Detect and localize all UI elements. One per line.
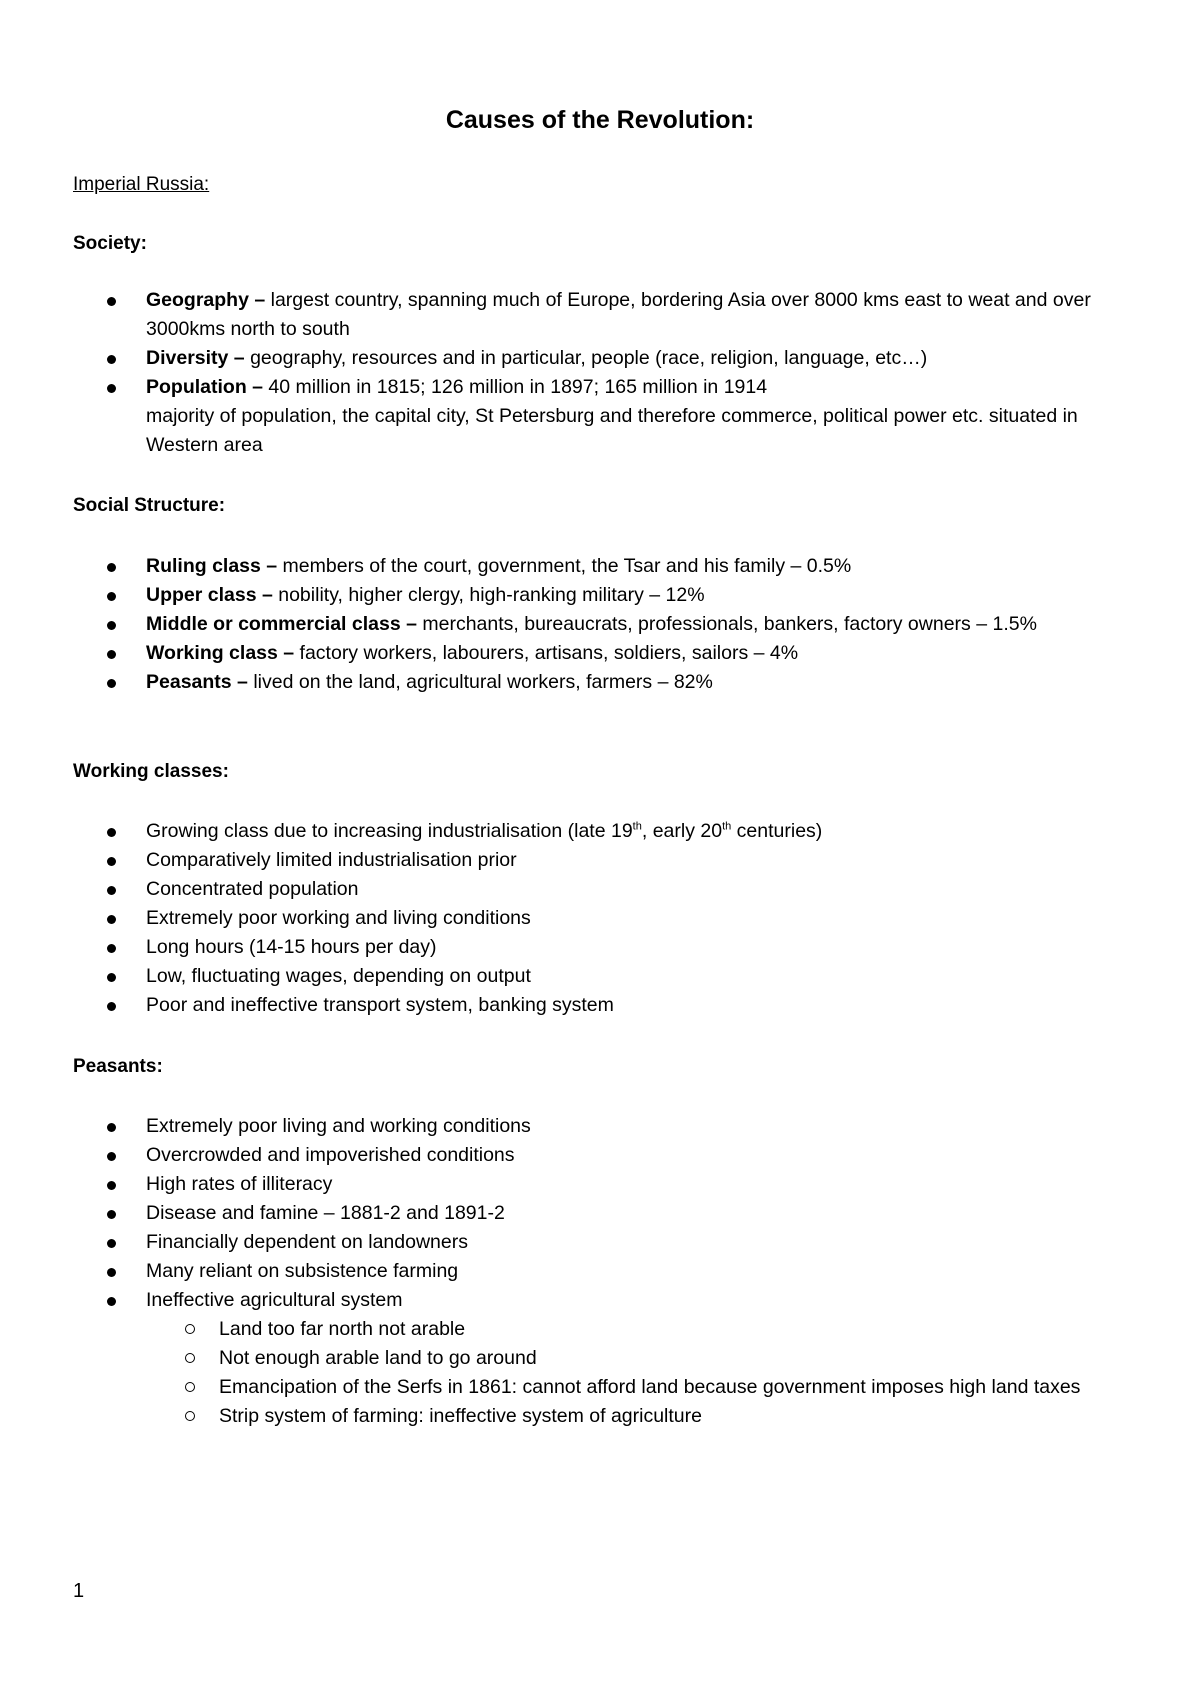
list-item: Disease and famine – 1881-2 and 1891-2 [0, 1199, 1200, 1228]
bullet-icon [107, 1268, 116, 1277]
bullet-icon [107, 886, 116, 895]
bullet-icon [107, 1002, 116, 1011]
heading-working-classes: Working classes: [73, 761, 229, 782]
hollow-bullet-icon [185, 1324, 195, 1334]
heading-social-structure: Social Structure: [73, 495, 226, 516]
bullet-icon [107, 355, 116, 364]
bullet-icon [107, 944, 116, 953]
list-item: Overcrowded and impoverished conditions [0, 1141, 1200, 1170]
list-item: Middle or commercial class – merchants, bureaucrats, professionals, bankers, factory owners – 1.5% [0, 610, 1200, 639]
bullet-icon [107, 621, 116, 630]
list-item: Concentrated population [0, 875, 1200, 904]
bullet-icon [107, 1181, 116, 1190]
list-item: Population – 40 million in 1815; 126 million in 1897; 165 million in 1914 majority of population, the capital city, St Petersburg and therefore commerce, political power etc. situated in Western area [0, 373, 1200, 460]
bullet-icon [107, 857, 116, 866]
bullet-icon [107, 650, 116, 659]
hollow-bullet-icon [185, 1411, 195, 1421]
list-item: Ruling class – members of the court, government, the Tsar and his family – 0.5% [0, 552, 1200, 581]
list-item: Peasants – lived on the land, agricultural workers, farmers – 82% [0, 668, 1200, 697]
bullet-icon [107, 1152, 116, 1161]
sub-list-item: Land too far north not arable [146, 1315, 1130, 1344]
list-item: Growing class due to increasing industrialisation (late 19th, early 20th centuries) [0, 817, 1200, 846]
bullet-icon [107, 563, 116, 572]
list-item: Ineffective agricultural system Land too far north not arable Not enough arable land to go around Emancipation of the Serfs in 1861: cannot afford land because government imposes high land taxes Strip system of farming: ineffective system of agriculture [0, 1286, 1200, 1431]
bullet-icon [107, 1297, 116, 1306]
bullet-icon [107, 915, 116, 924]
bullet-icon [107, 973, 116, 982]
society-list [0, 286, 1200, 460]
list-item: Upper class – nobility, higher clergy, high-ranking military – 12% [0, 581, 1200, 610]
list-item: Long hours (14-15 hours per day) [0, 933, 1200, 962]
page-title: Causes of the Revolution: [445, 106, 755, 134]
bullet-icon [107, 592, 116, 601]
list-item: Working class – factory workers, labourers, artisans, soldiers, sailors – 4% [0, 639, 1200, 668]
list-item: Low, fluctuating wages, depending on output [0, 962, 1200, 991]
bullet-icon [107, 297, 116, 306]
bullet-icon [107, 1123, 116, 1132]
bullet-icon [107, 384, 116, 393]
page-number: 1 [73, 1580, 85, 1602]
sub-list-item: Not enough arable land to go around [146, 1344, 1130, 1373]
bullet-icon [107, 828, 116, 837]
bullet-icon [107, 1210, 116, 1219]
social-structure-list [0, 552, 1200, 697]
heading-peasants: Peasants: [73, 1056, 163, 1077]
peasants-list [0, 1112, 1200, 1431]
list-item: Many reliant on subsistence farming [0, 1257, 1200, 1286]
sub-list [146, 1315, 1130, 1431]
sub-list-item: Emancipation of the Serfs in 1861: cannot afford land because government imposes high land taxes [146, 1373, 1130, 1402]
bullet-icon [107, 1239, 116, 1248]
list-item: High rates of illiteracy [0, 1170, 1200, 1199]
list-item: Extremely poor living and working conditions [0, 1112, 1200, 1141]
list-item: Poor and ineffective transport system, banking system [0, 991, 1200, 1020]
list-item: Extremely poor working and living conditions [0, 904, 1200, 933]
sub-list-item: Strip system of farming: ineffective system of agriculture [146, 1402, 1130, 1431]
working-classes-list [0, 817, 1200, 1020]
list-item: Geography – largest country, spanning much of Europe, bordering Asia over 8000 kms east to weat and over 3000kms north to south [0, 286, 1200, 344]
list-item: Financially dependent on landowners [0, 1228, 1200, 1257]
list-item: Comparatively limited industrialisation prior [0, 846, 1200, 875]
hollow-bullet-icon [185, 1353, 195, 1363]
hollow-bullet-icon [185, 1382, 195, 1392]
heading-society: Society: [73, 233, 147, 254]
list-item: Diversity – geography, resources and in particular, people (race, religion, language, etc…) [0, 344, 1200, 373]
section-heading-imperial-russia: Imperial Russia: [73, 174, 210, 195]
bullet-icon [107, 679, 116, 688]
